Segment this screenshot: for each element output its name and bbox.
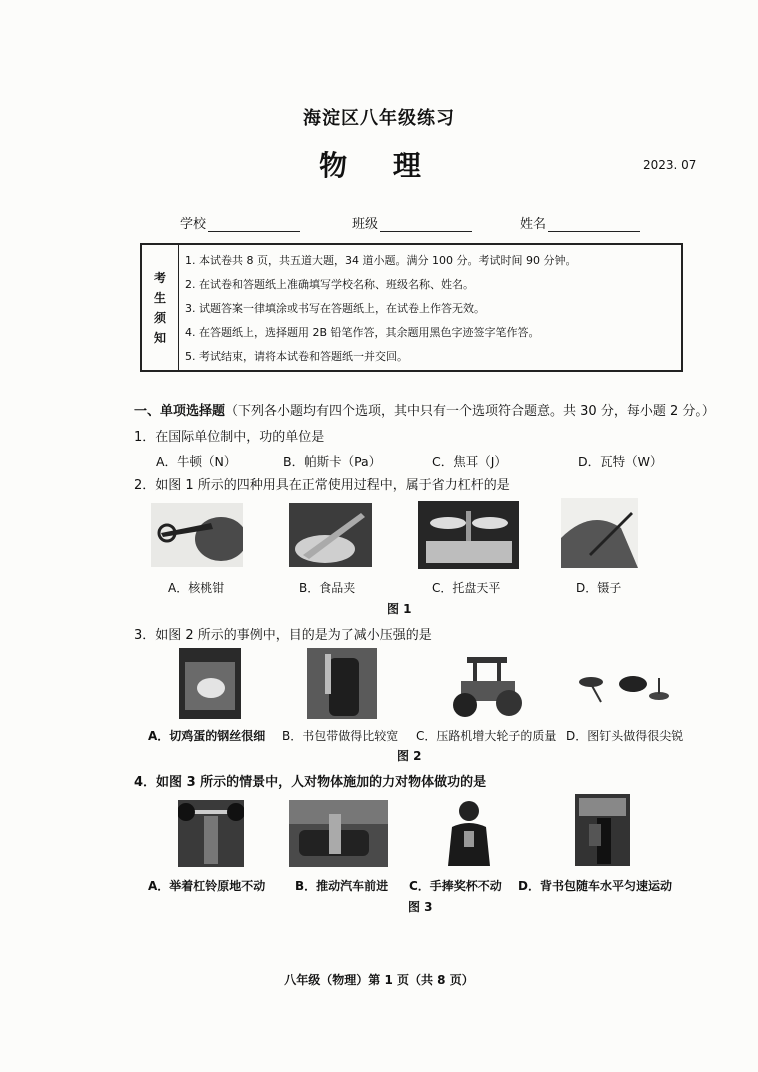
page-footer: 八年级（物理）第 1 页（共 8 页） — [284, 973, 474, 987]
q1-option-c[interactable]: C．焦耳（J） — [432, 454, 507, 469]
question-2-stem: 2．如图 1 所示的四种用具在正常使用过程中，属于省力杠杆的是 — [134, 478, 510, 493]
q1-option-a[interactable]: A．牛顿（N） — [156, 454, 237, 469]
subject-title: 物 理 — [319, 149, 439, 182]
schoolbag-bus-image — [575, 794, 630, 866]
q2-caption-d: D．镊子 — [576, 581, 622, 595]
notice-label-char: 生 — [153, 290, 166, 305]
school-label: 学校 — [180, 217, 207, 232]
q1-option-d[interactable]: D．瓦特（W） — [578, 454, 663, 469]
thumbtack-image — [575, 668, 673, 705]
q3-caption-b: B．书包带做得比较宽 — [282, 729, 399, 743]
notice-items — [179, 245, 681, 370]
school-blank[interactable] — [208, 217, 300, 232]
name-label: 姓名 — [520, 217, 547, 232]
page-title: 海淀区八年级练习 — [303, 108, 455, 129]
notice-item: 3. 试题答案一律填涂或书写在答题纸上，在试卷上作答无效。 — [185, 302, 485, 315]
exam-date: 2023. 07 — [643, 158, 697, 172]
q4-caption-c: C．手捧奖杯不动 — [409, 879, 502, 893]
notice-label-char: 考 — [153, 270, 166, 285]
q3-caption-a: A．切鸡蛋的钢丝很细 — [148, 729, 266, 743]
notice-label — [142, 245, 179, 370]
exam-notice-box — [140, 243, 683, 372]
notice-item: 5. 考试结束，请将本试卷和答题纸一并交回。 — [185, 350, 408, 363]
q1-option-b[interactable]: B．帕斯卡（Pa） — [283, 454, 382, 469]
tray-balance-image — [418, 501, 519, 569]
pushing-car-image — [289, 800, 388, 867]
class-field[interactable] — [352, 213, 472, 232]
schoolbag-image — [307, 648, 377, 719]
q4-caption-a: A．举着杠铃原地不动 — [148, 879, 266, 893]
weightlifting-image — [178, 800, 244, 867]
question-1-stem: 1．在国际单位制中，功的单位是 — [134, 430, 325, 445]
food-tongs-image — [289, 503, 372, 567]
q2-caption-b: B．食品夹 — [299, 581, 356, 595]
notice-label-char: 须 — [153, 310, 166, 325]
tweezers-image — [561, 498, 638, 568]
q4-caption-d: D．背书包随车水平匀速运动 — [518, 879, 672, 893]
notice-item: 1. 本试卷共 8 页，共五道大题，34 道小题。满分 100 分。考试时间 90 分钟。 — [185, 254, 577, 267]
class-blank[interactable] — [380, 217, 472, 232]
q2-caption-c: C．托盘天平 — [432, 581, 501, 595]
q4-caption-b: B．推动汽车前进 — [295, 879, 389, 893]
figure-3-label: 图 3 — [408, 900, 433, 914]
class-label: 班级 — [352, 217, 379, 232]
section-heading — [134, 400, 715, 419]
question-4-stem: 4．如图 3 所示的情景中，人对物体施加的力对物体做功的是 — [134, 775, 487, 790]
egg-slicer-image — [179, 648, 241, 719]
section-title: 一、单项选择题 — [134, 404, 226, 419]
q2-caption-a: A．核桃钳 — [168, 581, 225, 595]
holding-trophy-image — [440, 797, 498, 866]
name-field[interactable] — [520, 213, 640, 232]
school-field[interactable] — [180, 213, 300, 232]
q3-caption-c: C．压路机增大轮子的质量 — [416, 729, 557, 743]
question-3-stem: 3．如图 2 所示的事例中，目的是为了减小压强的是 — [134, 628, 432, 643]
section-instruction: （下列各小题均有四个选项，其中只有一个选项符合题意。共 30 分，每小题 2 分。） — [225, 404, 715, 419]
name-blank[interactable] — [548, 217, 640, 232]
figure-2-label: 图 2 — [397, 749, 422, 763]
figure-1-label: 图 1 — [387, 602, 412, 616]
notice-item: 2. 在试卷和答题纸上准确填写学校名称、班级名称、姓名。 — [185, 278, 474, 291]
notice-item: 4. 在答题纸上，选择题用 2B 铅笔作答，其余题用黑色字迹签字笔作答。 — [185, 326, 540, 339]
q3-caption-d: D．图钉头做得很尖锐 — [566, 729, 684, 743]
nutcracker-image — [151, 503, 243, 567]
road-roller-image — [447, 651, 525, 718]
notice-label-char: 知 — [153, 330, 166, 345]
